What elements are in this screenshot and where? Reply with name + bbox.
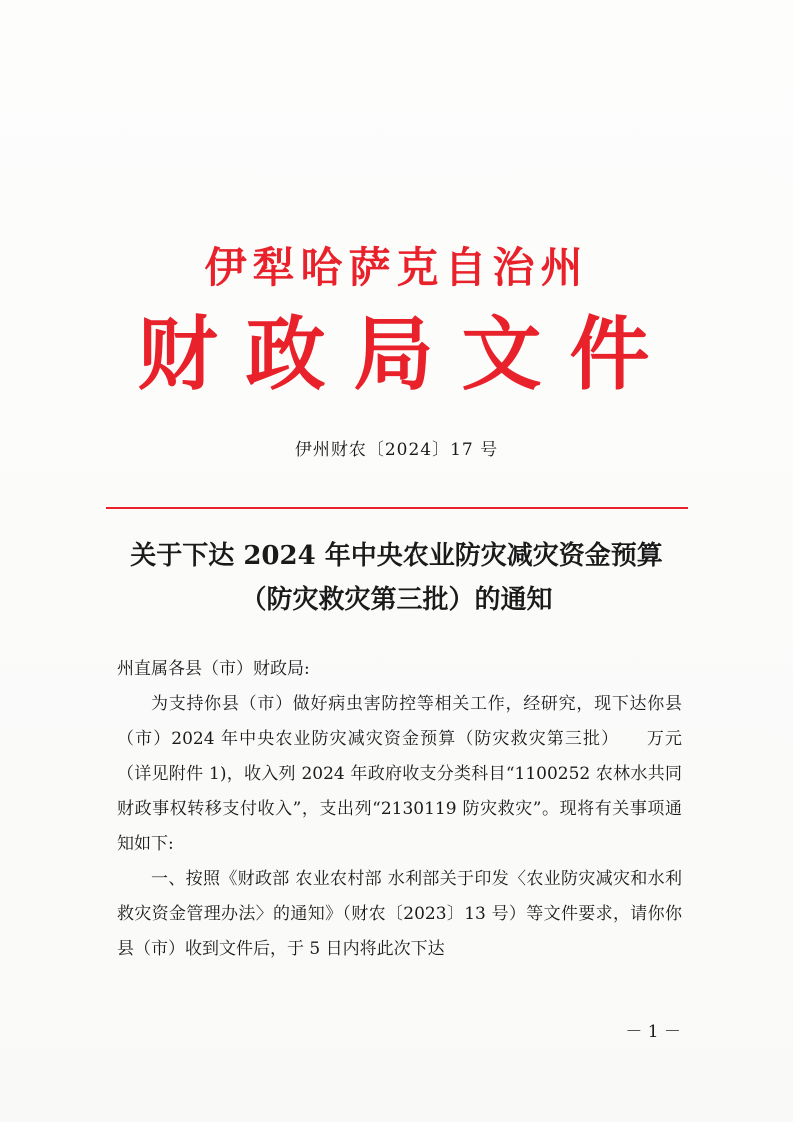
notice-title-line-1: 关于下达 2024 年中央农业防灾减灾资金预算 xyxy=(130,541,663,571)
notice-title-line-2: （防灾救灾第三批）的通知 xyxy=(240,585,553,615)
body-paragraph-1: 为支持你县（市）做好病虫害防控等相关工作，经研究，现下达你县（市）2024 年中央农业防灾减灾资金预算（防灾救灾第三批） 万元（详见附件 1)，收入列 2024 年政府收支分类科目“1100252 农林水共同财政事权转移支付收入”，支出列“2130119 防灾救灾”。现将有关事项通知如下: xyxy=(117,694,682,854)
notice-title xyxy=(0,534,793,622)
page-number: － 1 － xyxy=(625,1022,681,1042)
document-number: 伊州财农〔2024〕17 号 xyxy=(294,440,499,460)
issuing-organization: 伊犁哈萨克自治州 xyxy=(204,243,589,292)
body-paragraph-2: 一、按照《财政部 农业农村部 水利部关于印发〈农业防灾减灾和水利救灾资金管理办法〉的通知》（财农〔2023〕13 号）等文件要求，请你你县（市）收到文件后，于 5 日内将此次下达 xyxy=(117,869,682,959)
addressee: 州直属各县（市）财政局: xyxy=(117,659,310,679)
notice-body xyxy=(117,652,682,967)
document-type-heading: 财政局文件 xyxy=(137,307,678,401)
red-separator-line xyxy=(106,507,688,509)
